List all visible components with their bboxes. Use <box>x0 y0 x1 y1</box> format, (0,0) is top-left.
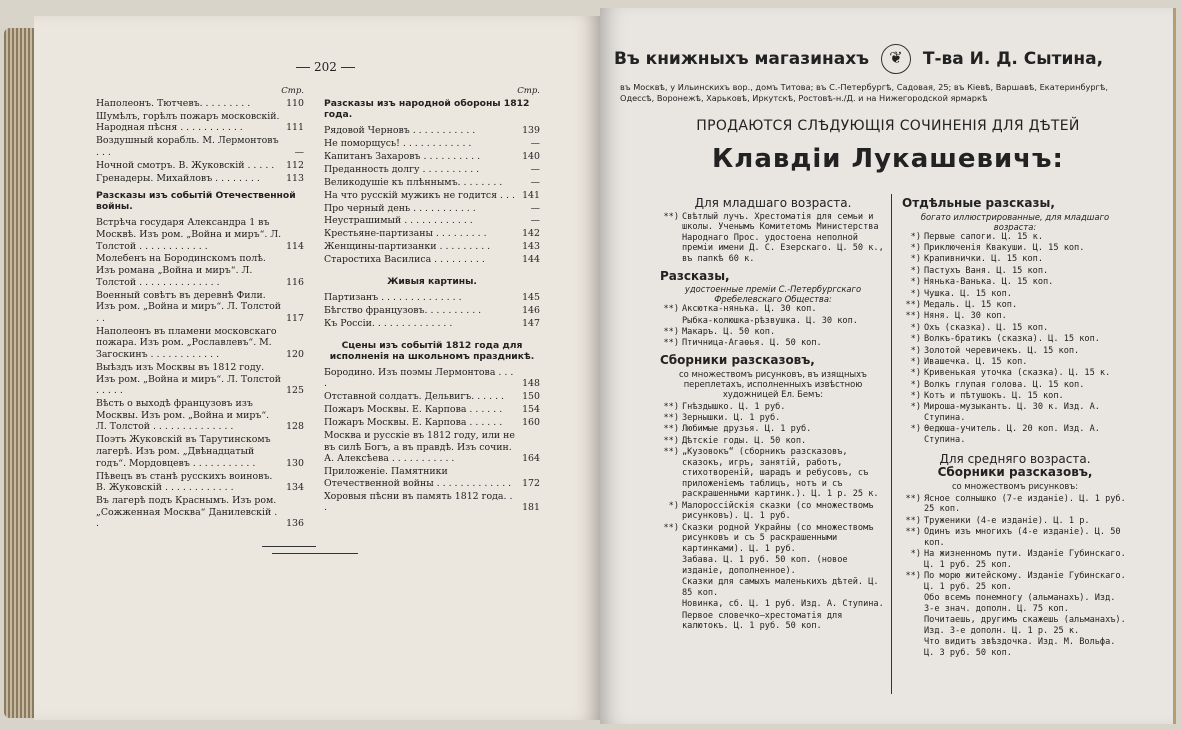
catalog-list <box>660 402 886 632</box>
section-heading: Для средняго возраста. <box>939 451 1091 466</box>
catalog-item-text: Котъ и пѣтушокъ. Ц. 15 коп. <box>924 391 1064 402</box>
catalog-item-mark: *) <box>910 368 921 379</box>
catalog-item-mark <box>902 615 924 636</box>
catalog-item <box>902 516 1128 527</box>
catalog-item <box>902 494 1128 515</box>
catalog-item <box>660 555 886 576</box>
toc-entry-page: — <box>530 215 540 227</box>
catalog-item <box>660 413 886 424</box>
catalog-item-mark: *) <box>910 345 921 356</box>
toc-entry-title: Рядовой Черновъ . . . . . . . . . . . <box>324 124 476 136</box>
section-heading: Разсказы изъ событiй Отечественной войны. <box>96 190 296 213</box>
toc-entry-page: 117 <box>286 312 304 324</box>
catalog-item-mark: **) <box>905 311 921 322</box>
catalog-item <box>660 523 886 555</box>
catalog-item-mark: **) <box>663 211 679 222</box>
catalog-item-mark: **) <box>905 493 921 504</box>
toc-entry-title: Про черный день . . . . . . . . . . . <box>324 202 476 214</box>
catalog-item <box>902 243 1128 254</box>
catalog-item <box>902 266 1128 277</box>
catalog-item-text: Дѣтскiе годы. Ц. 50 коп. <box>682 435 807 446</box>
toc-entry-page: 172 <box>522 477 540 489</box>
catalog-item-text: На жизненномъ пути. Изданiе Губинскаго. Ц. 1 руб. 25 коп. <box>924 549 1126 570</box>
catalog-item-mark: **) <box>663 304 679 315</box>
toc-entry-title: Москва и русскiе въ 1812 году, или не въ силѣ Богъ, а въ правдѣ. Изъ сочин. А. Алексѣева . . . . . . . . . . . <box>324 430 515 465</box>
catalog-column-2 <box>902 194 1128 659</box>
publisher-address: въ Москвѣ, у Ильинскихъ вор., домъ Титова; въ С.-Петербургѣ, Садовая, 25; въ Кiевѣ, Варшавѣ, Екатеринбургѣ, Одессѣ, Воронежѣ, Харьковѣ, Иркутскѣ, Ростовѣ-н./Д. и на Нижегородской ярмаркѣ <box>620 82 1108 103</box>
toc-entry <box>96 471 304 494</box>
catalog-item <box>902 232 1128 243</box>
catalog-item-text: Ѳедюша-учитель. Ц. 20 коп. Изд. А. Ступина. <box>924 424 1100 446</box>
toc-entry-page: 141 <box>522 189 540 201</box>
catalog-item-text: „Кузовокъ“ (сборникъ разсказовъ, сказокъ, игръ, занятiй, работъ, стихотворенiй, шарадъ и ребусовъ, съ приложенiемъ таблицъ, нотъ и съ раскрашенными картинк.). Ц. 1 р. 25 к. <box>682 447 879 500</box>
catalog-item-text: Гнѣздышко. Ц. 1 руб. <box>682 401 786 412</box>
catalog-item-text: Свѣтлый лучъ. Хрестоматiя для семьи и школы. Ученымъ Комитетомъ Министерства Народнаго Прос. удостоена неполной премiи имени Д. С. Езерскаго. Ц. 50 к., въ папкѣ 60 к. <box>682 211 884 264</box>
toc-entry-page: 136 <box>286 518 304 530</box>
catalog-item-mark <box>660 316 682 327</box>
subtitle: ПРОДАЮТСЯ СЛѢДУЮЩIЯ СОЧИНЕНIЯ ДЛЯ ДѢТЕЙ <box>696 118 1080 134</box>
catalog-item-text: Зернышки. Ц. 1 руб. <box>682 412 781 423</box>
toc-entry-title: Пожаръ Москвы. Е. Карпова . . . . . . <box>324 404 503 416</box>
toc-entry-title: Выѣздъ изъ Москвы въ 1812 году. Изъ ром. „Война и миръ“. Л. Толстой . . . . . <box>96 362 282 397</box>
toc-entry-title: Военный совѣтъ въ деревнѣ Фили. Изъ ром. „Война и миръ“. Л. Толстой . . <box>96 289 282 324</box>
catalog-item <box>660 316 886 327</box>
toc-entry <box>324 203 540 215</box>
open-book <box>4 6 1178 726</box>
section-note: со множествомъ рисунковъ: <box>951 480 1079 491</box>
toc-entry <box>324 125 540 137</box>
catalog-item-text: Сказки родной Украйны (со множествомъ рисунковъ и съ 5 раскрашенными картинками). Ц. 1 руб. <box>682 522 874 555</box>
catalog-list <box>902 232 1128 446</box>
publisher-title <box>614 44 1124 74</box>
catalog-item-mark: **) <box>663 326 679 337</box>
catalog-item-text: Рыбка-колюшка-рѣзвушка. Ц. 30 коп. <box>682 315 858 326</box>
catalog-item-text: Новинка, сб. Ц. 1 руб. Изд. А. Ступина. <box>682 599 884 610</box>
toc-entry-title: Воздушный корабль. М. Лермонтовъ . . . <box>96 135 279 158</box>
catalog-item-mark: **) <box>905 571 921 582</box>
catalog-item <box>660 304 886 315</box>
section-note: богато иллюстрированные, для младшаго возраста: <box>920 211 1110 232</box>
catalog-item <box>902 391 1128 402</box>
toc-entry-title: Приложенiе. Памятники Отечественной войны . . . . . . . . . . . . . <box>324 466 512 489</box>
catalog-item-text: Ясное солнышко (7-е изданiе). Ц. 1 руб. 25 коп. <box>924 493 1126 515</box>
toc-entry <box>324 417 540 429</box>
toc-entry-page: 144 <box>522 254 540 266</box>
toc-entry-title: Къ Россiи. . . . . . . . . . . . . . <box>324 318 453 329</box>
toc-entry-title: Встрѣча государя Александра 1 въ Москвѣ. Изъ ром. „Война и миръ“. Л. Толстой . . . . . . . . . . . . <box>96 217 282 252</box>
section-heading: Для младшаго возраста. <box>694 196 852 210</box>
toc-entry-page: — <box>530 163 540 175</box>
toc-entry-page: 110 <box>286 97 304 109</box>
toc-entry <box>96 160 304 172</box>
catalog-item <box>902 357 1128 368</box>
catalog-item-mark <box>902 637 924 658</box>
section-heading: Отдѣльные разсказы, <box>902 196 1055 210</box>
section-heading: Сборники разсказовъ, <box>660 352 815 367</box>
catalog-item-text: Забава. Ц. 1 руб. 50 коп. (новое изданiе, дополненное). <box>682 555 848 576</box>
section-heading: Разсказы, <box>660 268 730 283</box>
catalog-item-mark: **) <box>905 299 921 310</box>
toc-entry-page: 140 <box>522 150 540 162</box>
catalog-item-text: Макаръ. Ц. 50 коп. <box>682 326 776 337</box>
toc-entry-title: Женщины-партизанки . . . . . . . . . <box>324 241 491 253</box>
toc-entry-title: На что русскiй мужикъ не годится . . . <box>324 189 515 201</box>
catalog-item-mark: *) <box>910 277 921 288</box>
toc-entry-page: 114 <box>286 240 304 252</box>
catalog-item <box>660 436 886 447</box>
catalog-item-text: Первое словечко—хрестоматiя для калютокъ. Ц. 1 руб. 50 коп. <box>682 610 843 632</box>
toc-entry-page: — <box>294 146 304 158</box>
catalog-item-mark: *) <box>910 334 921 345</box>
toc-entry-page: 150 <box>522 391 540 403</box>
toc-entry <box>96 290 304 325</box>
catalog-item <box>660 424 886 435</box>
toc-entry <box>324 292 540 304</box>
toc-column-1 <box>96 86 304 531</box>
toc-entry-page: 125 <box>286 385 304 397</box>
toc-entry-page: 128 <box>286 421 304 433</box>
catalog-item <box>660 327 886 338</box>
catalog-item <box>902 571 1128 592</box>
toc-entry-page: 116 <box>286 276 304 288</box>
toc-entry-title: Великодушiе къ плѣннымъ. . . . . . . . <box>324 176 503 188</box>
toc-entry <box>324 430 540 465</box>
toc-entry-title: Капитанъ Захаровъ . . . . . . . . . . <box>324 150 481 162</box>
catalog-item <box>902 402 1128 423</box>
toc-entry-page: 154 <box>522 404 540 416</box>
toc-entry <box>324 254 540 266</box>
toc-entry-title: Въ лагерѣ подъ Краснымъ. Изъ ром. „Сожженная Москва“ Данилевскiй . . <box>96 495 278 530</box>
catalog-item-mark <box>660 555 682 576</box>
column-divider <box>891 194 892 694</box>
page-number: 202 <box>292 60 359 74</box>
catalog-item-mark: *) <box>910 265 921 276</box>
page-column-label: Стр. <box>281 86 304 96</box>
catalog-item-text: Аксютка-нянька. Ц. 30 коп. <box>682 304 817 315</box>
toc-entry <box>324 491 540 514</box>
catalog-item-text: Волкъ глупая голова. Ц. 15 коп. <box>924 379 1085 390</box>
catalog-item <box>902 615 1128 636</box>
toc-entry <box>324 138 540 150</box>
end-rule <box>272 553 358 554</box>
toc-column-2 <box>324 86 540 515</box>
catalog-item <box>902 549 1128 570</box>
toc-entry <box>324 190 540 202</box>
catalog-item-mark: *) <box>910 391 921 402</box>
toc-entry-page: — <box>530 202 540 214</box>
toc-entry <box>324 228 540 240</box>
eagle-emblem-icon: ❦ <box>881 44 911 74</box>
title-right: Т-ва И. Д. Сытина, <box>922 49 1104 69</box>
catalog-item <box>902 346 1128 357</box>
catalog-item-mark: **) <box>663 401 679 412</box>
section-heading: Разсказы изъ народной обороны 1812 года. <box>324 97 530 120</box>
toc-entry-page: 113 <box>286 172 304 184</box>
catalog-item-mark: **) <box>663 435 679 446</box>
toc-entry-page: — <box>530 137 540 149</box>
catalog-item <box>902 380 1128 391</box>
toc-entry-page: 164 <box>522 453 540 465</box>
toc-entry-title: Молебенъ на Бородинскомъ полѣ. Изъ романа „Война и миръ“. Л. Толстой . . . . . . . . . . . . . . <box>96 253 266 288</box>
toc-entry-page: — <box>530 176 540 188</box>
catalog-item-text: Любимые друзья. Ц. 1 руб. <box>682 424 812 435</box>
catalog-item-mark: *) <box>910 242 921 253</box>
toc-entry-title: Партизанъ . . . . . . . . . . . . . . <box>324 292 462 304</box>
toc-entry-title: Преданность долгу . . . . . . . . . . <box>324 163 480 175</box>
toc-entry <box>96 398 304 433</box>
toc-list <box>96 217 304 530</box>
toc-entry-page: 160 <box>522 417 540 429</box>
catalog-item-text: Птичница-Агаѳья. Ц. 50 коп. <box>682 338 822 349</box>
catalog-item <box>902 311 1128 322</box>
toc-entry <box>96 495 304 530</box>
catalog-item <box>902 593 1128 614</box>
catalog-item <box>660 402 886 413</box>
toc-entry-page: 146 <box>522 305 540 317</box>
toc-entry <box>96 362 304 397</box>
toc-entry-title: Отставной солдатъ. Дельвигъ. . . . . . <box>324 391 505 403</box>
toc-entry-title: Ночной смотръ. В. Жуковскiй . . . . . <box>96 159 275 171</box>
catalog-item-text: По морю житейскому. Изданiе Губинскаго. Ц. 1 руб. 25 коп. <box>924 571 1126 592</box>
catalog-item-mark <box>902 593 924 614</box>
toc-entry-title: Хоровыя пѣсни въ память 1812 года. . . <box>324 490 513 514</box>
catalog-item-mark: *) <box>910 231 921 242</box>
catalog-item-text: Одинъ изъ многихъ (4-е изданiе). Ц. 50 коп. <box>924 527 1121 548</box>
catalog-item-text: Сказки для самыхъ маленькихъ дѣтей. Ц. 85 коп. <box>682 577 879 598</box>
toc-list <box>324 367 540 514</box>
catalog-item-mark: **) <box>663 424 679 435</box>
catalog-item-text: Обо всемъ понемногу (альманахъ). Изд. 3-е знач. дополн. Ц. 75 коп. <box>924 593 1116 614</box>
catalog-item-text: Золотой черевичекъ. Ц. 15 коп. <box>924 345 1080 356</box>
toc-entry <box>324 151 540 163</box>
catalog-item-mark: *) <box>668 500 679 511</box>
toc-entry-page: 148 <box>522 378 540 390</box>
catalog-item <box>660 501 886 522</box>
toc-entry-title: Поэтъ Жуковскiй въ Тарутинскомъ лагерѣ. Изъ ром. „Двѣнадцатый годъ“. Мордовцевъ . . . . . . . . . . . <box>96 434 271 469</box>
catalog-item-text: Первые сапоги. Ц. 15 к. <box>924 231 1043 242</box>
toc-entry <box>324 177 540 189</box>
toc-entry-title: Наполеонъ въ пламени московскаго пожара. Изъ ром. „Рославлевъ“. М. Загоскинъ . . . . . . . . . . . . <box>96 325 277 361</box>
catalog-item <box>902 424 1128 445</box>
catalog-item <box>902 289 1128 300</box>
toc-entry-page: 139 <box>522 124 540 136</box>
catalog-item-text: Приключенiя Квакуши. Ц. 15 коп. <box>924 242 1085 253</box>
toc-entry-page: 142 <box>522 228 540 240</box>
toc-entry <box>96 326 304 361</box>
catalog-item-mark: *) <box>910 402 921 413</box>
catalog-item-mark: *) <box>910 424 921 435</box>
catalog-item-mark: **) <box>663 338 679 349</box>
toc-entry-title: Гренадеры. Михайловъ . . . . . . . . <box>96 172 260 184</box>
toc-entry-title: Старостиха Василиса . . . . . . . . . <box>324 254 485 266</box>
catalog-item-text: Малороссiйскiя сказки (со множествомъ рисунковъ). Ц. 1 руб. <box>682 500 874 522</box>
toc-entry-page: 143 <box>522 241 540 253</box>
catalog-item-text: Медаль. Ц. 15 коп. <box>924 299 1018 310</box>
toc-entry-title: Вѣсть о выходѣ французовъ изъ Москвы. Изъ ром. „Война и миръ“. Л. Толстой . . . . . . . . . . . . . . <box>96 398 270 433</box>
toc-entry <box>324 215 540 227</box>
catalog-item-text: Чушка. Ц. 15 коп. <box>924 288 1012 299</box>
toc-list <box>324 125 540 266</box>
catalog-item-mark <box>660 611 682 632</box>
catalog-item-mark: **) <box>905 515 921 526</box>
catalog-item-mark: **) <box>905 527 921 538</box>
catalog-item <box>902 334 1128 345</box>
toc-entry <box>324 164 540 176</box>
catalog-item-mark: **) <box>663 522 679 533</box>
catalog-item <box>660 577 886 598</box>
catalog-item-text: Труженики (4-е изданiе). Ц. 1 р. <box>924 515 1090 526</box>
catalog-item <box>902 277 1128 288</box>
catalog-item-mark: *) <box>910 356 921 367</box>
toc-entry-title: Неустрашимый . . . . . . . . . . . . <box>324 215 473 227</box>
toc-entry <box>96 217 304 252</box>
catalog-item-mark <box>660 599 682 610</box>
catalog-item-text: Нянька-Ванька. Ц. 15 коп. <box>924 277 1054 288</box>
right-page <box>600 8 1176 724</box>
catalog-item-text: Мироша-музыкантъ. Ц. 30 к. Изд. А. Ступина. <box>924 402 1100 424</box>
catalog-item-text: Кривенькая уточка (сказка). Ц. 15 к. <box>924 368 1111 379</box>
toc-entry-page: 111 <box>286 122 304 134</box>
toc-entry-page: 147 <box>522 318 540 329</box>
section-heading: Сцены изъ событiй 1812 года для исполненiя на школьномъ праздникѣ. <box>329 339 535 362</box>
toc-entry-page: 130 <box>286 457 304 469</box>
catalog-item-mark: *) <box>910 288 921 299</box>
toc-entry <box>324 318 540 330</box>
toc-entry-page: 145 <box>522 292 540 304</box>
catalog-item <box>660 338 886 349</box>
catalog-item-text: Почитаешь, другимъ скажешь (альманахъ). Изд. 3-е дополн. Ц. 1 р. 25 к. <box>924 615 1126 636</box>
toc-entry <box>96 111 304 134</box>
catalog-list <box>902 494 1128 658</box>
left-page <box>34 16 600 720</box>
catalog-item <box>902 527 1128 548</box>
toc-entry <box>324 241 540 253</box>
catalog-item <box>902 254 1128 265</box>
catalog-item-text: Что видитъ звѣздочка. Изд. М. Вольфа. Ц. 3 руб. 50 коп. <box>924 637 1116 658</box>
catalog-list <box>660 304 886 349</box>
catalog-list <box>660 212 886 265</box>
toc-entry-page: 112 <box>286 159 304 171</box>
catalog-item-text: Ивашечка. Ц. 15 коп. <box>924 356 1028 367</box>
toc-entry-title: Пожаръ Москвы. Е. Карпова . . . . . . <box>324 417 503 429</box>
catalog-column-1 <box>660 194 886 633</box>
toc-entry-title: Не поморщусь! . . . . . . . . . . . . <box>324 137 472 149</box>
catalog-item-text: Охъ (сказка). Ц. 15 коп. <box>924 322 1049 333</box>
catalog-item-mark: *) <box>910 549 921 560</box>
catalog-item <box>902 368 1128 379</box>
catalog-item-mark: *) <box>910 322 921 333</box>
catalog-item-mark: **) <box>663 447 679 458</box>
catalog-item <box>660 599 886 610</box>
toc-entry-page: 134 <box>286 482 304 494</box>
toc-entry-page: 120 <box>286 349 304 361</box>
toc-entry <box>96 98 304 110</box>
toc-entry <box>324 367 540 390</box>
toc-entry-page: 181 <box>522 502 540 514</box>
author-name: Клавдiи Лукашевичъ: <box>712 144 1064 174</box>
toc-entry <box>96 253 304 288</box>
catalog-item-mark: *) <box>910 254 921 265</box>
section-note: со множествомъ рисунковъ, въ изящныхъ переплетахъ, исполненныхъ извѣстною художницей Ел. Бемъ: <box>679 368 867 399</box>
page-column-label: Стр. <box>517 86 540 96</box>
toc-entry-title: Бѣгство французовъ. . . . . . . . . . <box>324 305 482 317</box>
section-note: удостоенные премiи С.-Петербургскаго Фребелевскаго Общества: <box>684 284 862 305</box>
title-left: Въ книжныхъ магазинахъ <box>614 49 870 69</box>
toc-entry <box>96 173 304 185</box>
section-heading: Живыя картины. <box>387 276 477 288</box>
toc-entry-title: Пѣвецъ въ станѣ русскихъ воиновъ. В. Жуковскiй . . . . . . . . . . . . <box>96 470 273 494</box>
catalog-item <box>902 323 1128 334</box>
toc-entry <box>324 404 540 416</box>
toc-entry <box>324 391 540 403</box>
section-heading: Сборники разсказовъ, <box>937 465 1093 480</box>
toc-entry <box>324 466 540 489</box>
toc-entry-title: Шумѣлъ, горѣлъ пожаръ московскiй. Народная пѣсня . . . . . . . . . . . <box>96 110 280 134</box>
page-edges <box>4 28 34 718</box>
toc-entry-title: Наполеонъ. Тютчевъ. . . . . . . . . <box>96 97 251 109</box>
toc-list <box>324 292 540 330</box>
catalog-item <box>660 212 886 265</box>
catalog-item-text: Волкъ-братикъ (сказка). Ц. 15 коп. <box>924 334 1100 345</box>
toc-list <box>96 98 304 185</box>
catalog-item-text: Крапивнички. Ц. 15 коп. <box>924 254 1043 265</box>
toc-entry-title: Бородино. Изъ поэмы Лермонтова . . . . <box>324 366 514 390</box>
catalog-item <box>660 611 886 632</box>
catalog-item-text: Няня. Ц. 30 коп. <box>924 311 1007 322</box>
catalog-item <box>902 637 1128 658</box>
catalog-item-mark: **) <box>663 412 679 423</box>
catalog-item <box>902 300 1128 311</box>
toc-entry-title: Крестьяне-партизаны . . . . . . . . . <box>324 228 487 240</box>
end-rule <box>262 546 316 547</box>
catalog-item-text: Пастухъ Ваня. Ц. 15 коп. <box>924 265 1049 276</box>
catalog-item-mark: *) <box>910 379 921 390</box>
catalog-item <box>660 447 886 500</box>
catalog-item-mark <box>660 577 682 598</box>
toc-entry <box>324 305 540 317</box>
toc-entry <box>96 434 304 469</box>
toc-entry <box>96 135 304 158</box>
